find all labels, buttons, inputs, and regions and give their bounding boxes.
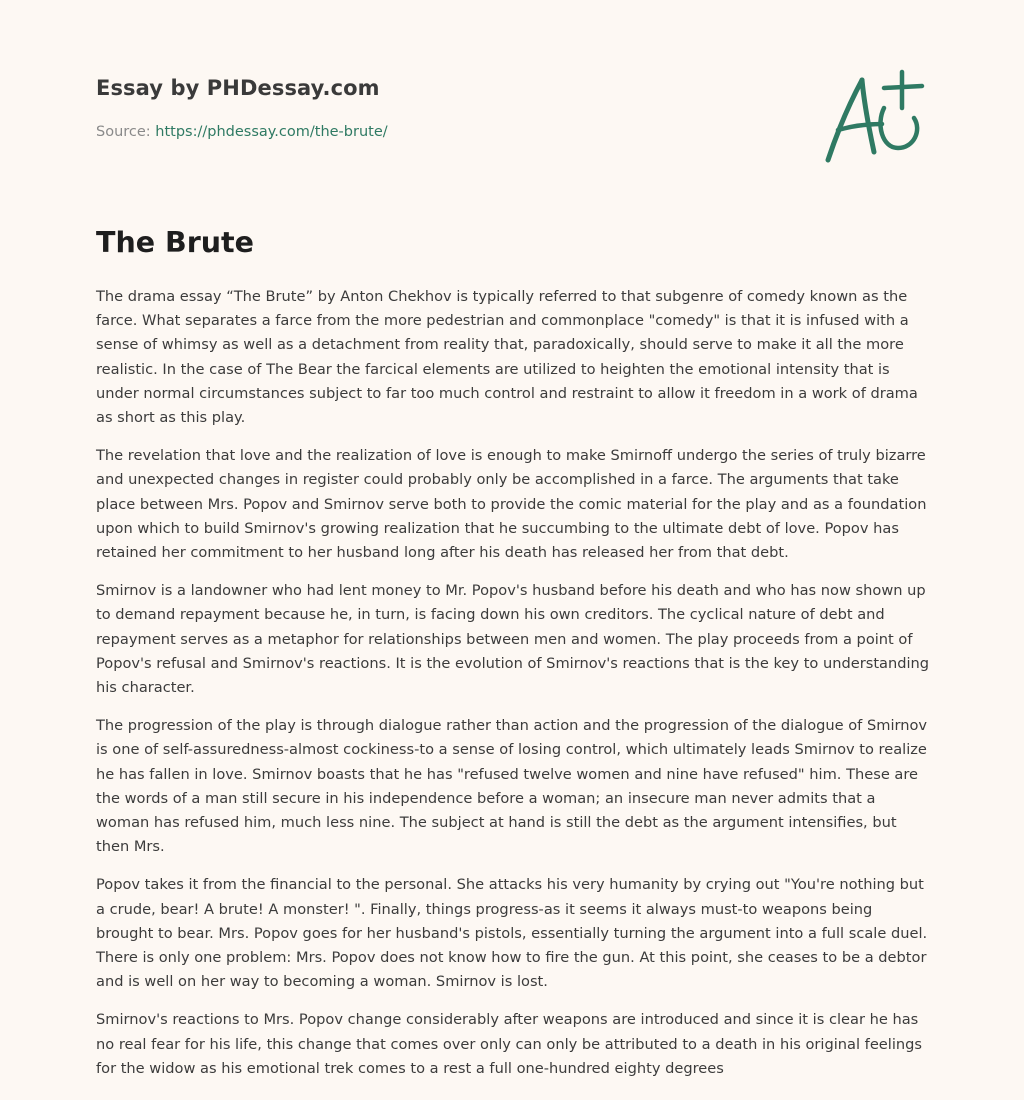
paragraph: The drama essay “The Brute” by Anton Chekhov is typically referred to that subgenre of comedy known as the farce. What separates a farce from the more pedestrian and commonplace "comedy" is that it is infused with a sense of whimsy as well as a detachment from reality that, paradoxically, should serve to make it all the more realistic. In the case of The Bear the farcical elements are utilized to heighten the emotional intensity that is under normal circumstances subject to far too much control and restraint to allow it freedom in a work of drama as short as this play.: [96, 288, 918, 427]
paragraph: The progression of the play is through dialogue rather than action and the progression of the dialogue of Smirnov is one of self-assuredness-almost cockiness-to a sense of losing control, which ultimately leads Smirnov to realize he has fallen in love. Smirnov boasts that he has "refused twelve women and nine have refused" him. These are the words of a man still secure in his independence before a woman; an insecure man never admits that a woman has refused him, much less nine. The subject at hand is still the debt as the argument intensifies, but then Mrs.: [96, 717, 928, 856]
essay-body: [96, 285, 930, 1095]
source-line: [96, 124, 388, 140]
source-link[interactable]: https://phdessay.com/the-brute/: [155, 124, 388, 140]
a-plus-logo-icon: [818, 66, 930, 166]
essay-title: The Brute: [96, 226, 255, 259]
source-label: Source:: [96, 124, 151, 140]
brand-title: Essay by PHDessay.com: [96, 76, 380, 100]
paragraph: Smirnov is a landowner who had lent money to Mr. Popov's husband before his death and who has now shown up to demand repayment because he, in turn, is facing down his own creditors. The cyclical nature of debt and repayment serves as a metaphor for relationships between men and women. The play proceeds from a point of Popov's refusal and Smirnov's reactions. It is the evolution of Smirnov's reactions that is the key to understanding his character.: [96, 582, 930, 697]
paragraph: Popov takes it from the financial to the personal. She attacks his very humanity by crying out "You're nothing but a crude, bear! A brute! A monster! ". Finally, things progress-as it seems it always must-to weapons being brought to bear. Mrs. Popov goes for her husband's pistols, essentially turning the argument into a full scale duel. There is only one problem: Mrs. Popov does not know how to fire the gun. At this point, she ceases to be a debtor and is well on her way to becoming a woman. Smirnov is lost.: [96, 876, 928, 991]
paragraph: The revelation that love and the realization of love is enough to make Smirnoff undergo the series of truly bizarre and unexpected changes in register could probably only be accomplished in a farce. The arguments that take place between Mrs. Popov and Smirnov serve both to provide the comic material for the play and as a foundation upon which to build Smirnov's growing realization that he succumbing to the ultimate debt of love. Popov has retained her commitment to her husband long after his death has released her from that debt.: [96, 447, 927, 562]
paragraph: Smirnov's reactions to Mrs. Popov change considerably after weapons are introduced and since it is clear he has no real fear for his life, this change that comes over only can only be attributed to a death in his original feelings for the widow as his emotional trek comes to a rest a full one-hundred eighty degrees: [96, 1011, 923, 1077]
